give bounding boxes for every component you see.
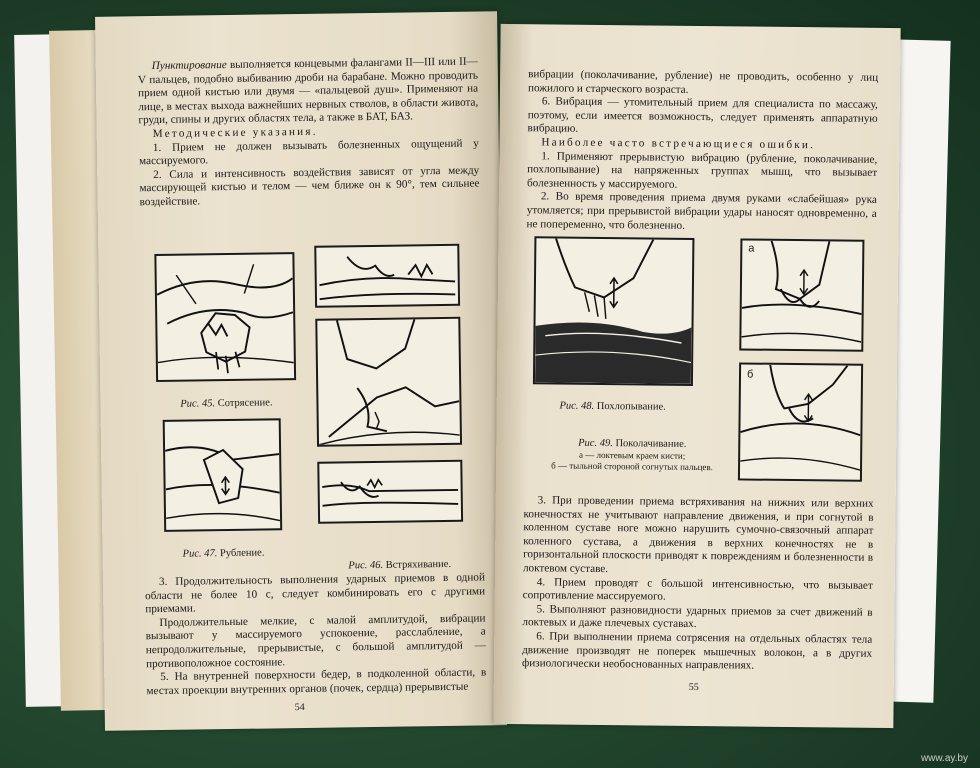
error-item-2: 2. Во время проведения приема двумя руками «слабейшая» рука утомляется; при прерывистой вибрации удары наносят одновременно, а не попеременно, что болезненно. [526,190,877,232]
method-item-4: Продолжительные мелкие, с малой амплитудой, вибрации вызывают у массируемого успокоение, расслабление, а непродолжительные, прерывистые, с большой амплитудой — противоположное состояние. [145,612,486,670]
figure-49-sub-a: а — локтевым краем кисти; [579,449,686,461]
right-page [493,24,900,728]
left-page [95,11,507,731]
figure-45-illustration [154,252,296,382]
figure-49a-illustration [739,238,864,351]
vibration-continuation: вибрации (поколачивание, рубление) не проводить, особенно у лиц пожилого и старческого возраста. [527,68,879,96]
watermark: www.ay.by [920,753,968,764]
method-item-6: 6. Вибрация — утомительный прием для специалиста по массажу, поэтому, если имеется возможность, следует применять аппаратную вибрацию. [527,95,878,136]
method-heading: Методические указания. [152,125,318,141]
figure-49-title: Поколачивание. [615,438,687,450]
figure-49-number: Рис. 49. [578,437,613,450]
figure-46-number: Рис. 46. [348,559,384,572]
error-item-5: 5. Выполняют разновидности ударных приемов за счет движений в локтевых и даже плечевых суставах. [522,603,873,631]
figure-45-title: Сотрясение. [217,397,273,410]
shaking-arm-drawing-1 [316,246,458,306]
method-item-2: 2. Сила и интенсивность воздействия зависят от угла между массирующей кистью и телом — чем ближе он к 90°, тем сильнее воздействие. [139,164,480,209]
chopping-drawing [165,420,280,530]
figure-47-caption [164,546,282,561]
right-page-number: 55 [688,681,699,694]
left-bottom-text [145,571,487,698]
figure-48-number: Рис. 48. [559,400,595,412]
figure-49-caption [532,436,732,473]
puncturing-paragraph [138,56,479,129]
method-item-5: 5. На внутренней поверхности бедер, в подколенной области, в местах проекции внутренних органов (почек, сердца) прерывистые [146,666,487,697]
error-item-4: 4. Прием проводят с большой интенсивностью, что вызывает сопротивление массируемого. [522,575,873,603]
figure-47-title: Рубление. [219,547,265,560]
figure-48-caption [533,399,693,414]
error-item-1: 1. Применяют прерывистую вибрацию (рубление, поколачивание, похлопывание) на напряженных группах мышц, что вызывает болезненность у массируемого. [526,149,878,191]
puncturing-term: Пунктирование [151,59,227,73]
beating-knuckles-drawing [740,364,861,479]
figure-47-number: Рис. 47. [182,548,218,560]
shaking-drawing [156,254,294,380]
patting-drawing [535,238,692,384]
figure-49-label-b: б [746,368,754,381]
beating-ulnar-drawing [741,240,862,349]
shaking-leg-drawing [317,319,460,445]
method-item-3: 3. Продолжительность выполнения ударных приемов в одной области не более 10 с, следует комбинировать его с другими приемами. [145,571,486,616]
figure-48-illustration [533,236,695,386]
figure-45-caption [156,396,296,411]
puncturing-description: выполняется концевыми фалангами II—III или II—V пальцев, подобно выбиванию дроби на барабане. Можно проводить прием одной кистью или двумя — «пальцевой душ». Применяют на лице, в местах выхода важнейших нервных стволов, в области живота, груди, спины и других областях тела, а также в БАТ, БАЗ. [137,55,479,127]
error-item-6: 6. При выполнении приема сотрясения на отдельных областях тела движение производят не поперек мышечных волокон, а в других физиологически необоснованных направлениях. [521,630,873,672]
left-intro-text [138,56,480,210]
right-bottom-text [522,494,874,674]
figure-49-label-a: а [748,242,755,255]
figure-46-panel-1 [314,244,460,308]
figure-47-illustration [163,418,283,532]
figure-46-title: Встряхивание. [385,558,452,571]
figure-49b-illustration [738,362,863,481]
figure-46-panel-3 [317,460,463,524]
figure-49-sub-b: б — тыльной стороной согнутых пальцев. [551,460,713,473]
figure-45-number: Рис. 45. [180,398,216,410]
method-item-1: 1. Прием не должен вызывать болезненных ощущений у массируемого. [138,137,479,168]
right-top-text [527,68,879,235]
figure-46-caption [335,558,465,573]
shaking-arm-drawing-2 [319,462,461,522]
error-item-3: 3. При проведении приема встряхивания на нижних или верхних конечностях не учитывают направление движения, и при согнутой в коленном суставе ноге можно нарушить сумочно-связочный аппарат коленного сустава, а движения в верхних конечностях не в горизонтальной плоскости приводят к повреждениям и болезненности в локтевом суставе. [522,494,874,576]
errors-heading: Наиболее часто встречающиеся ошибки. [541,136,816,152]
figure-48-title: Похлопывание. [596,400,666,413]
left-page-number: 54 [294,701,305,714]
figure-46-panel-2 [315,317,462,447]
